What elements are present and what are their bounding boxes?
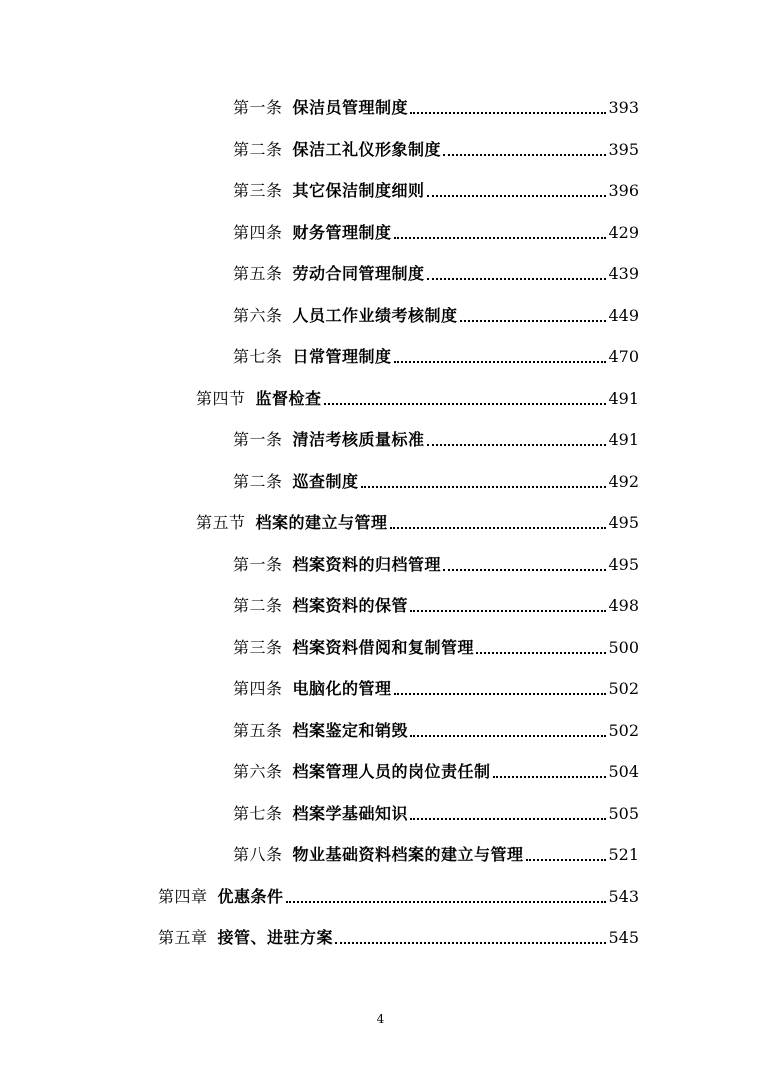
toc-entry-page: 396 bbox=[608, 181, 639, 200]
toc-entry-title: 日常管理制度 bbox=[292, 347, 392, 366]
toc-entry[interactable] bbox=[233, 588, 639, 616]
toc-entry-label: 第三条 bbox=[233, 638, 283, 657]
toc-entry-title: 保洁工礼仪形象制度 bbox=[292, 140, 442, 159]
toc-entry-page: 502 bbox=[608, 679, 639, 698]
toc-entry[interactable] bbox=[233, 547, 639, 575]
toc-entry-title: 档案资料的保管 bbox=[292, 596, 409, 615]
toc-entry-page: 393 bbox=[608, 98, 639, 117]
toc-entry-label: 第四条 bbox=[233, 223, 283, 242]
toc-entry-label: 第五节 bbox=[196, 513, 246, 532]
toc-entry-label: 第一条 bbox=[233, 555, 283, 574]
toc-dot-leader bbox=[460, 319, 607, 322]
toc-entry-label: 第四节 bbox=[196, 389, 246, 408]
toc-dot-leader bbox=[324, 402, 607, 405]
toc-dot-leader bbox=[493, 775, 607, 778]
toc-entry[interactable] bbox=[233, 464, 639, 492]
toc-entry-title: 保洁员管理制度 bbox=[292, 98, 409, 117]
toc-dot-leader bbox=[410, 817, 606, 820]
toc-entry-label: 第四章 bbox=[158, 887, 208, 906]
toc-entry[interactable] bbox=[233, 132, 639, 160]
toc-entry-title: 劳动合同管理制度 bbox=[292, 264, 425, 283]
toc-entry-title: 监督检查 bbox=[255, 389, 322, 408]
toc-entry[interactable] bbox=[233, 215, 639, 243]
toc-entry-label: 第三条 bbox=[233, 181, 283, 200]
toc-entry-page: 495 bbox=[608, 513, 639, 532]
toc-entry-title: 档案的建立与管理 bbox=[255, 513, 388, 532]
toc-entry-title: 档案学基础知识 bbox=[292, 804, 409, 823]
toc-entry[interactable] bbox=[196, 381, 639, 409]
toc-dot-leader bbox=[427, 277, 607, 280]
toc-entry-title: 电脑化的管理 bbox=[292, 679, 392, 698]
toc-entry-page: 500 bbox=[608, 638, 639, 657]
toc-entry-page: 545 bbox=[608, 928, 639, 947]
toc-entry[interactable] bbox=[233, 90, 639, 118]
toc-entry-label: 第五条 bbox=[233, 264, 283, 283]
toc-entry[interactable] bbox=[233, 630, 639, 658]
toc-entry[interactable] bbox=[158, 879, 639, 907]
toc-dot-leader bbox=[390, 526, 607, 529]
toc-entry-label: 第一条 bbox=[233, 430, 283, 449]
toc-dot-leader bbox=[526, 858, 607, 861]
toc-entry[interactable] bbox=[233, 298, 639, 326]
toc-entry-page: 504 bbox=[608, 762, 639, 781]
toc-entry-title: 财务管理制度 bbox=[292, 223, 392, 242]
toc-entry-title: 优惠条件 bbox=[217, 887, 284, 906]
toc-entry[interactable] bbox=[233, 256, 639, 284]
toc-entry[interactable] bbox=[233, 713, 639, 741]
toc-entry[interactable] bbox=[233, 754, 639, 782]
toc-dot-leader bbox=[394, 360, 607, 363]
toc-entry[interactable] bbox=[196, 505, 639, 533]
toc-entry-page: 491 bbox=[608, 389, 639, 408]
toc-dot-leader bbox=[476, 651, 606, 654]
toc-entry-title: 其它保洁制度细则 bbox=[292, 181, 425, 200]
toc-entry-label: 第二条 bbox=[233, 140, 283, 159]
toc-entry-label: 第二条 bbox=[233, 596, 283, 615]
toc-dot-leader bbox=[410, 111, 606, 114]
toc-entry-label: 第二条 bbox=[233, 472, 283, 491]
toc-entry-title: 物业基础资料档案的建立与管理 bbox=[292, 845, 524, 864]
toc-entry-title: 档案资料借阅和复制管理 bbox=[292, 638, 475, 657]
toc-entry-page: 439 bbox=[608, 264, 639, 283]
toc-dot-leader bbox=[394, 236, 607, 239]
toc-entry[interactable] bbox=[233, 837, 639, 865]
toc-entry-title: 清洁考核质量标准 bbox=[292, 430, 425, 449]
toc-entry-page: 449 bbox=[608, 306, 639, 325]
toc-entry-label: 第五条 bbox=[233, 721, 283, 740]
toc-entry-page: 521 bbox=[608, 845, 639, 864]
toc-dot-leader bbox=[443, 568, 606, 571]
toc-entry-page: 543 bbox=[608, 887, 639, 906]
toc-entry-label: 第七条 bbox=[233, 804, 283, 823]
toc-entry-title: 档案鉴定和销毁 bbox=[292, 721, 409, 740]
toc-entry-page: 495 bbox=[608, 555, 639, 574]
toc-entry[interactable] bbox=[233, 173, 639, 201]
toc-dot-leader bbox=[335, 941, 606, 944]
toc-entry-page: 491 bbox=[608, 430, 639, 449]
toc-dot-leader bbox=[427, 443, 607, 446]
toc-dot-leader bbox=[443, 153, 606, 156]
toc-entry-page: 492 bbox=[608, 472, 639, 491]
toc-entry-label: 第一条 bbox=[233, 98, 283, 117]
toc-entry[interactable] bbox=[233, 796, 639, 824]
toc-entry-label: 第五章 bbox=[158, 928, 208, 947]
toc-entry[interactable] bbox=[158, 920, 639, 948]
toc-entry-title: 巡查制度 bbox=[292, 472, 359, 491]
toc-entry-page: 429 bbox=[608, 223, 639, 242]
page-number: 4 bbox=[376, 1012, 385, 1026]
toc-dot-leader bbox=[286, 900, 607, 903]
toc-entry-title: 接管、进驻方案 bbox=[217, 928, 334, 947]
toc-entry[interactable] bbox=[233, 422, 639, 450]
toc-entry-page: 498 bbox=[608, 596, 639, 615]
toc-entry-title: 档案资料的归档管理 bbox=[292, 555, 442, 574]
toc-entry-page: 470 bbox=[608, 347, 639, 366]
toc-dot-leader bbox=[427, 194, 607, 197]
toc-entry-label: 第七条 bbox=[233, 347, 283, 366]
toc-dot-leader bbox=[410, 609, 606, 612]
toc-entry[interactable] bbox=[233, 339, 639, 367]
toc-entry-label: 第六条 bbox=[233, 762, 283, 781]
toc-entry-page: 395 bbox=[608, 140, 639, 159]
toc-entry-title: 档案管理人员的岗位责任制 bbox=[292, 762, 491, 781]
toc-entry-title: 人员工作业绩考核制度 bbox=[292, 306, 458, 325]
toc-entry-page: 502 bbox=[608, 721, 639, 740]
toc-dot-leader bbox=[361, 485, 607, 488]
toc-entry-label: 第六条 bbox=[233, 306, 283, 325]
toc-entry[interactable] bbox=[233, 671, 639, 699]
toc-entry-label: 第四条 bbox=[233, 679, 283, 698]
toc-dot-leader bbox=[394, 692, 607, 695]
toc-entry-label: 第八条 bbox=[233, 845, 283, 864]
toc-entry-page: 505 bbox=[608, 804, 639, 823]
toc-dot-leader bbox=[410, 734, 606, 737]
